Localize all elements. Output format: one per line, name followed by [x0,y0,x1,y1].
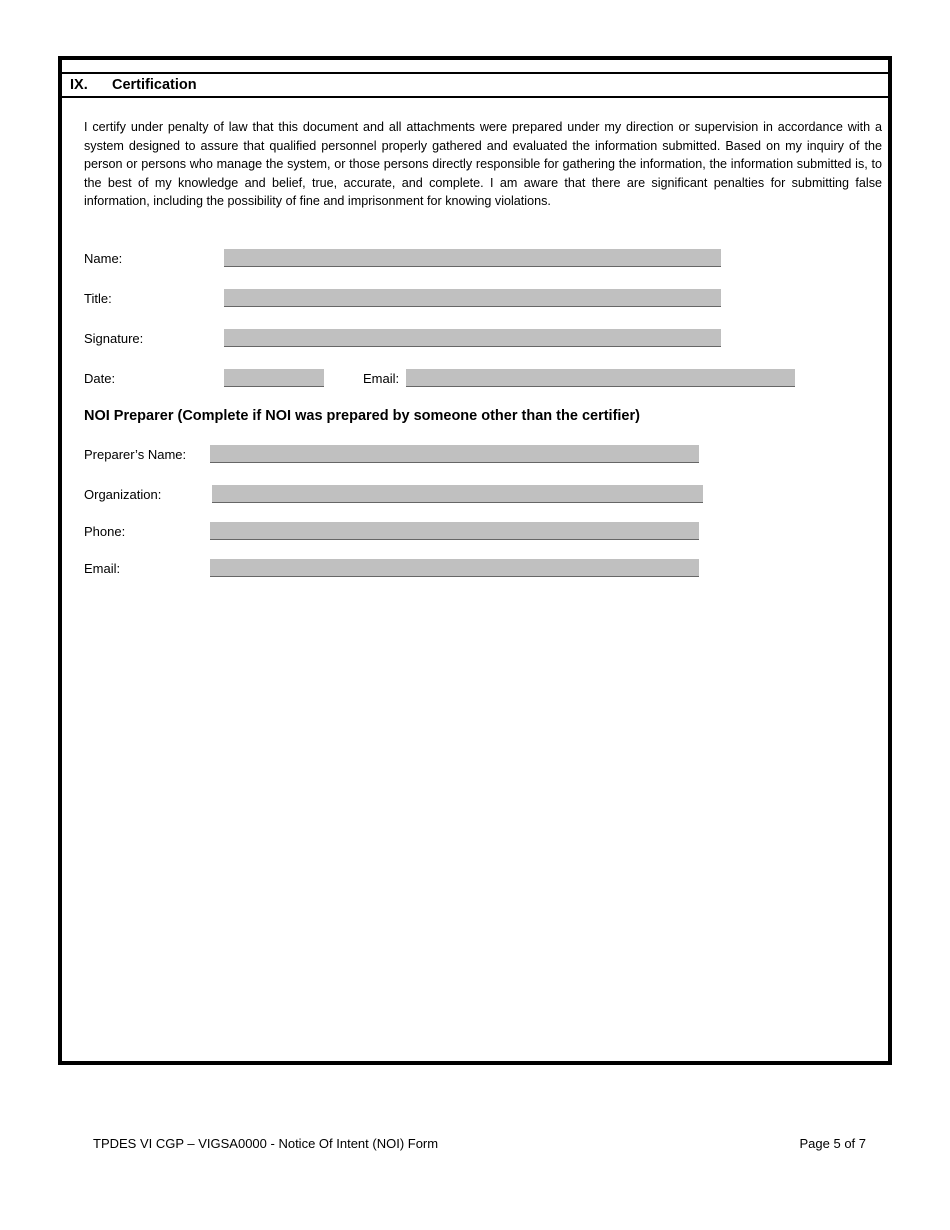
signature-label: Signature: [84,331,144,346]
organization-label: Organization: [84,487,162,502]
title-label: Title: [84,291,112,306]
date-field[interactable] [224,369,324,387]
footer-form-title: TPDES VI CGP – VIGSA0000 - Notice Of Intent (NOI) Form [93,1136,439,1151]
name-field[interactable] [224,249,721,267]
email-label: Email: [363,371,400,386]
section-header [62,72,888,98]
preparer-name-field[interactable] [210,445,699,463]
preparer-email-field[interactable] [210,559,699,577]
certification-statement: I certify under penalty of law that this document and all attachments were prepared under my direction or supervision in accordance with a system designed to assure that qualified personnel properly gathered and evaluated the information submitted. Based on my inquiry of the person or persons who manage the system, or those persons directly responsible for gathering the information, the information submitted is, to the best of my knowledge and belief, true, accurate, and complete. I am aware that there are significant penalties for submitting false information, including the possibility of fine and imprisonment for knowing violations. [84,120,882,209]
preparer-name-label: Preparer’s Name: [84,447,187,462]
preparer-heading: NOI Preparer (Complete if NOI was prepared by someone other than the certifier) [84,408,640,424]
title-field[interactable] [224,289,721,307]
phone-field[interactable] [210,522,699,540]
organization-field[interactable] [212,485,703,503]
footer-page-number: Page 5 of 7 [799,1136,866,1151]
section-number: IX. [70,77,88,93]
preparer-email-label: Email: [84,561,121,576]
form-frame [58,56,892,1065]
signature-field[interactable] [224,329,721,347]
phone-label: Phone: [84,524,126,539]
email-field[interactable] [406,369,795,387]
date-label: Date: [84,371,116,386]
name-label: Name: [84,251,123,266]
section-title: Certification [112,77,197,93]
